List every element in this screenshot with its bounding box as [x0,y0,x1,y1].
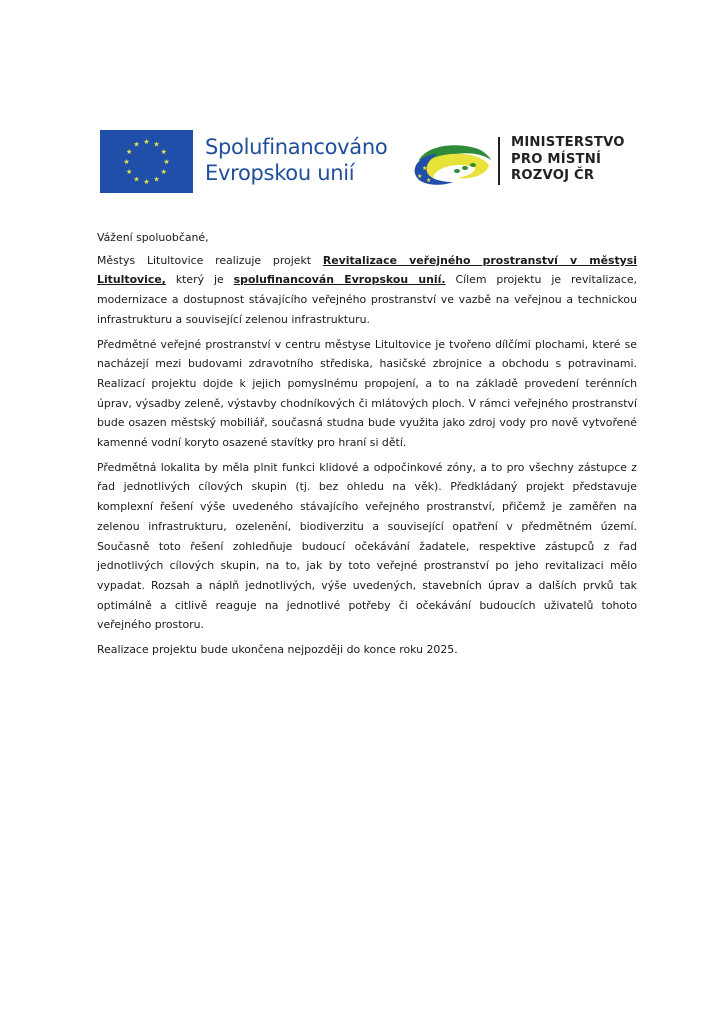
eu-star-icon: ★ [133,176,140,184]
salutation: Vážení spoluobčané, [97,231,209,244]
paragraph-completion: Realizace projektu bude ukončena nejpozději do konce roku 2025. [97,643,458,657]
eu-star-icon: ★ [123,159,130,166]
ministry-label-line2: PRO MÍSTNÍ [511,151,602,167]
paragraph-purpose: Předmětná lokalita by měla plnit funkci klidové a odpočinkové zóny, a to pro všechny zástupce z řad jednotlivých cílových skupin (tj. bez ohledu na věk). Předkládaný projekt představuje komplexní řešení výše uvedeného stávajícího veřejného prostranství, přičemž je zaměřen na zelenou infrastrukturu, ozelenění, biodiverzitu a související opatření v předmětném území. Současně toto řešení zohledňuje budoucí očekávání žadatele, respektive zástupců z řad jednotlivých cílových skupin, na to, jak by toto veřejné prostranství po jeho revitalizaci mělo vypadat. Rozsah a náplň jednotlivých, výše uvedených, stavebních úprav a dalších prvků tak optimálně a citlivě reaguje na jednotlivé potřeby či očekávání budoucích uživatelů tohoto veřejného prostoru. [97,460,637,632]
eu-star-icon: ★ [153,141,160,149]
eu-star-icon: ★ [133,141,140,149]
ministry-label-line3: ROZVOJ ČR [511,168,595,183]
eu-star-icon: ★ [153,176,160,184]
ministry-label-line1: MINISTERSTVO [511,135,625,150]
eu-star-icon: ★ [160,169,167,176]
paragraph-description: Předmětné veřejné prostranství v centru městyse Litultovice je tvořeno dílčími plochami, které se nacházejí mezi budovami zdravotního střediska, hasičské zbrojnice a obchodu s potravinami. Realizací projektu dojde k jejich pomyslnému propojení, a to na základě provedení terénních úprav, výsadby zeleně, výstavby chodníkových či mlátových ploch. V rámci veřejného prostranství bude osazen městský mobiliář, současná studna bude využita jako zdroj vody pro nově vytvořené kamenné vodní koryto osazené stavítky pro hraní si dětí. [97,337,637,450]
eu-star-icon: ★ [143,139,150,146]
eu-cofinancing-label [205,134,387,186]
eu-star-icon: ★ [160,149,167,156]
eu-label-line2: Evropskou unií [205,161,355,185]
mmr-emblem-icon [413,138,495,186]
intro-text-middle: který je [165,273,234,287]
eu-star-icon: ★ [126,149,133,156]
paragraph-intro [97,251,637,330]
svg-text:★: ★ [426,178,432,184]
eu-star-icon: ★ [126,169,133,176]
intro-text-start: Městys Litultovice realizuje projekt [97,253,323,267]
letter-body [97,228,637,665]
funding-statement: spolufinancován Evropskou unií. [233,273,446,287]
intro-text-end: Cílem projektu je revitalizace, modernizace a dostupnost stávajícího veřejného prostranství ve vazbě na veřejnou a technickou infrastrukturu a související zelenou infrastrukturu. [97,273,637,326]
eu-label-line1: Spolufinancováno [205,135,388,159]
svg-text:★: ★ [417,174,423,180]
svg-text:★: ★ [422,166,428,172]
project-name: Revitalizace veřejného prostranství v městysi Litultovice, [97,253,637,287]
ministry-label [511,135,625,185]
eu-star-icon: ★ [143,179,150,186]
eu-flag-icon [100,130,193,193]
logo-divider [498,137,500,185]
eu-star-icon: ★ [163,159,170,166]
